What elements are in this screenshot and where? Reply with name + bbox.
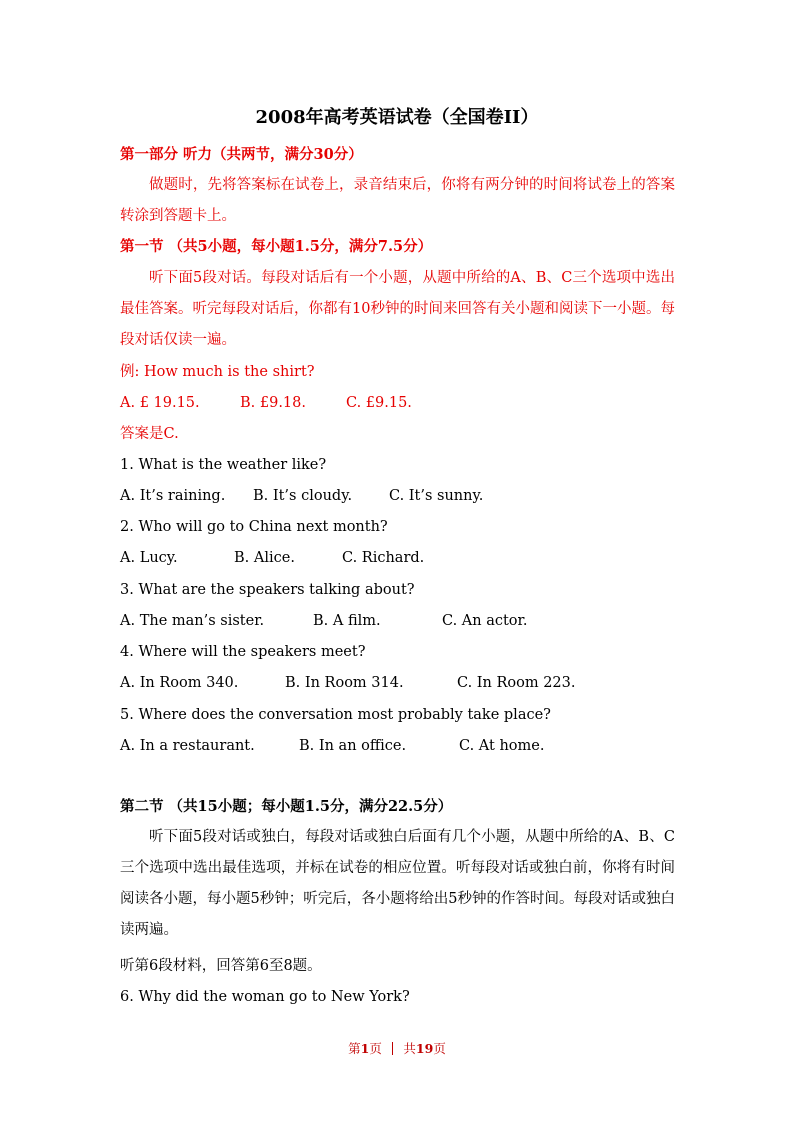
question-1: 1. What is the weather like? bbox=[120, 457, 327, 473]
option-c: C. It’s sunny. bbox=[389, 488, 484, 504]
section2-heading: 第二节 （共15小题；每小题1.5分，满分22.5分） bbox=[120, 798, 453, 815]
question-5: 5. Where does the conversation most probably take place? bbox=[120, 707, 551, 723]
option-c: C. At home. bbox=[459, 738, 545, 754]
option-a: A. The man’s sister. bbox=[120, 613, 265, 629]
part1-heading: 第一部分 听力（共两节，满分30分） bbox=[120, 146, 363, 163]
option-b: B. A film. bbox=[313, 613, 381, 629]
question-3: 3. What are the speakers talking about? bbox=[120, 582, 415, 598]
example-question: 例: How much is the shirt? bbox=[120, 364, 315, 380]
question-4: 4. Where will the speakers meet? bbox=[120, 644, 366, 660]
option-b: B. It’s cloudy. bbox=[253, 488, 353, 504]
page-title: 2008年高考英语试卷（全国卷II） bbox=[255, 107, 539, 128]
footer-total-suffix: 页 bbox=[433, 1041, 446, 1056]
footer-page-suffix: 页 bbox=[369, 1041, 382, 1056]
footer-total-prefix: 共 bbox=[403, 1041, 416, 1056]
example-answer: 答案是C. bbox=[120, 426, 179, 442]
option-a: A. In a restaurant. bbox=[120, 738, 255, 754]
part1-intro: 做题时，先将答案标在试卷上，录音结束后，你将有两分钟的时间将试卷上的答案转涂到答题卡上。 bbox=[120, 177, 675, 224]
option-c: C. In Room 223. bbox=[457, 675, 576, 691]
example-option-a: A. £ 19.15. bbox=[120, 395, 200, 411]
question-6: 6. Why did the woman go to New York? bbox=[120, 989, 410, 1005]
option-b: B. In an office. bbox=[299, 738, 407, 754]
footer-page-number: 1 bbox=[360, 1041, 370, 1056]
section2-instruction: 听第6段材料，回答第6至8题。 bbox=[120, 958, 322, 974]
option-c: C. Richard. bbox=[342, 550, 425, 566]
footer-page-prefix: 第 bbox=[348, 1041, 361, 1056]
footer-separator bbox=[392, 1042, 394, 1055]
example-option-b: B. £9.18. bbox=[240, 395, 306, 411]
section2-intro: 听下面5段对话或独白，每段对话或独白后面有几个小题，从题中所给的A、B、C三个选项中选出最佳选项，并标在试卷的相应位置。听每段对话或独白前，你将有时间阅读各小题，每小题5秒钟；听完后，各小题将给出5秒钟的作答时间。每段对话或独白读两遍。 bbox=[120, 829, 675, 938]
example-option-c: C. £9.15. bbox=[346, 395, 412, 411]
section1-intro: 听下面5段对话。每段对话后有一个小题，从题中所给的A、B、C三个选项中选出最佳答案。听完每段对话后，你都有10秒钟的时间来回答有关小题和阅读下一小题。每段对话仅读一遍。 bbox=[120, 270, 675, 348]
footer-total-pages: 19 bbox=[415, 1041, 434, 1056]
page-footer bbox=[0, 1040, 794, 1058]
option-b: B. Alice. bbox=[234, 550, 295, 566]
section1-heading: 第一节 （共5小题，每小题1.5分，满分7.5分） bbox=[120, 238, 433, 255]
option-a: A. It’s raining. bbox=[120, 488, 226, 504]
question-2: 2. Who will go to China next month? bbox=[120, 519, 388, 535]
option-c: C. An actor. bbox=[442, 613, 528, 629]
option-a: A. Lucy. bbox=[120, 550, 178, 566]
option-b: B. In Room 314. bbox=[285, 675, 404, 691]
option-a: A. In Room 340. bbox=[120, 675, 239, 691]
